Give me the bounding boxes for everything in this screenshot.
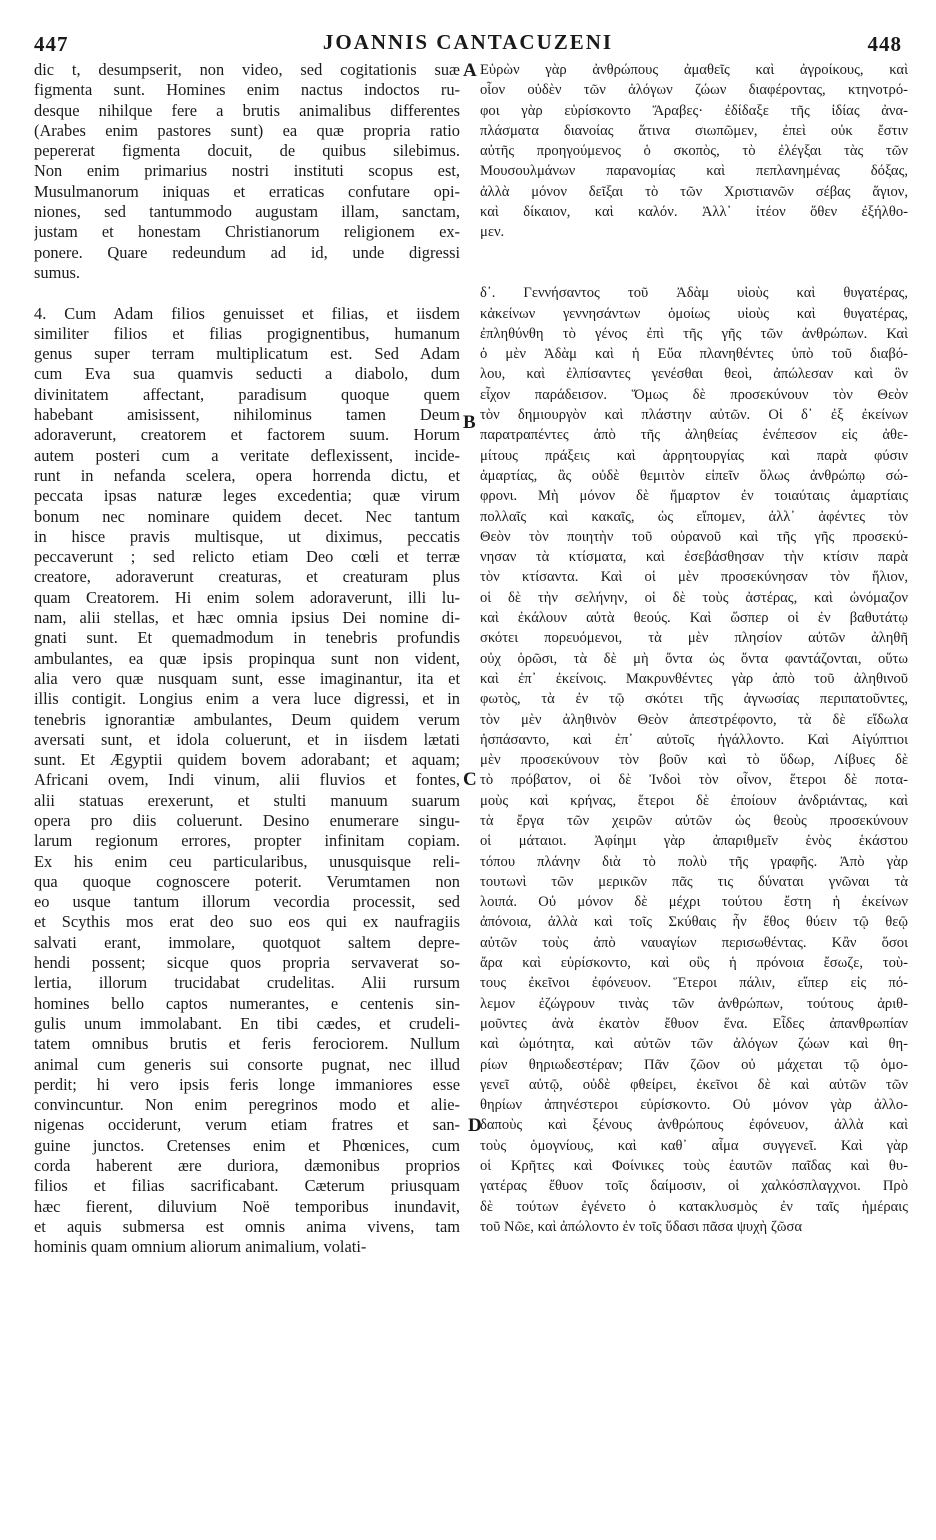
text-line: cum Eva sua quamvis seducti a diabolo, dum (34, 364, 460, 384)
text-line: filios et filias sacrificabant. Cæterum priusquam (34, 1176, 460, 1196)
greek-paragraph-2 (480, 283, 908, 1237)
text-line: autem posteri cum a veritate deflexissent, incide- (34, 445, 460, 465)
text-line: γατέρας ἔθυον τοῖς δαίμοσιν, οἱ χαλκόσπλαγχνοι. Πρὸ (480, 1178, 908, 1195)
text-line: λοιπά. Οὐ μόνον δὲ μέχρι τούτου ἔστη ἡ ἐκείνων (480, 894, 908, 911)
text-line: γενεῖ αὐτῷ, οὐδὲ φθείρει, ἐκεῖνοι δὲ καὶ αὐτῶν τῶν (480, 1076, 908, 1093)
greek-paragraph-1 (480, 60, 908, 243)
text-line: 4. Cum Adam filios genuisset et filias, et iisdem (34, 303, 460, 323)
text-line: nam, alii stellas, et hæc omnia ipsius Dei nomine di- (34, 608, 460, 628)
text-line: desque nihilque fere a brutis animalibus differentes (34, 100, 460, 120)
text-line: εἶχον παράδεισον. Ὅμως δὲ προσεκύνουν τὸν Θεὸν (480, 386, 908, 403)
text-line: tenebris ignorantiæ ambulantes, Deum quidem verum (34, 709, 460, 729)
text-line: φωτὸς, τὰ ἐν τῷ σκότει τῆς ἀγνωσίας περιπατοῦντες, (480, 691, 908, 708)
text-line: habebant amisissent, nihilominus tamen Deum (34, 405, 460, 425)
text-line: Musulmanorum iniquas et erraticas confutare opi- (34, 181, 460, 201)
text-line: μεν. (480, 224, 505, 241)
text-line: Non enim primarius nostri instituti scopus est, (34, 161, 460, 181)
latin-paragraph-1 (34, 60, 460, 283)
text-line: σκότει πορευόμενοι, τὰ μὲν πλησίον αὐτῶν ἀληθῆ (480, 630, 908, 647)
text-line: νησαν τὰ κτίσματα, καὶ ἐσεβάσθησαν τὴν κτίσιν παρὰ (480, 549, 908, 566)
text-line: δὲ τούτων ἐγένετο ὁ κατακλυσμὸς ἐν ταῖς ἡμέραις (480, 1198, 908, 1215)
text-line: lertia, illorum trucidabat crudelitas. Alii rursum (34, 973, 460, 993)
text-line: ponere. Quare redeundum ad id, unde digressi (34, 242, 460, 262)
text-line: ἀπόνοια, ἀλλὰ καὶ τοῖς Σκύθαις ἦν ἔθος θύειν τῷ θεῷ (480, 914, 908, 931)
text-line: ἄρα καὶ εὑρίσκοντο, καὶ οὓς ἡ πρόνοια ἔσωζε, τοὺ- (480, 955, 908, 972)
text-line: οἱ Κρῆτες καὶ Φοίνικες τοὺς ἑαυτῶν παῖδας καὶ θυ- (480, 1158, 908, 1175)
text-line: sunt. Et Ægyptii quidem bovem adorabant; et aquam; (34, 750, 460, 770)
text-line: Ex his enim ceu particularibus, unusquisque reli- (34, 851, 460, 871)
text-line: convincuntur. Non enim peregrinos modo et alie- (34, 1095, 460, 1115)
text-line: Africani ovem, Indi vinum, alii fluvios et fontes, (34, 770, 460, 790)
text-line: guine junctos. Cretenses enim et Phœnices, cum (34, 1135, 460, 1155)
text-line: niones, sed tantummodo augustam illam, sanctam, (34, 202, 460, 222)
text-line: runt in nefanda scelera, opera horrenda dictu, et (34, 465, 460, 485)
text-line: illis contigit. Longius enim a vera luce digressi, et in (34, 689, 460, 709)
text-line: qua quoque cognoscere poterit. Verumtamen non (34, 871, 460, 891)
text-line: μοῦντες ἀνὰ ἑκατὸν ἔθυον ἕνα. Εἶδες ἀπανθρωπίαν (480, 1015, 908, 1032)
text-line: καὶ δίκαιον, καὶ καλόν. Ἀλλ᾽ ἰτέον ὅθεν ἐξήλθο- (480, 204, 908, 221)
text-line: larum regionum errores, propter infinitam copiam. (34, 831, 460, 851)
latin-column (34, 60, 460, 1258)
text-line: δαποὺς καὶ ξένους ἀνθρώπους ἐφόνευον, ἀλλὰ καὶ (480, 1117, 908, 1134)
text-line: dic t, desumpserit, non video, sed cogitationis suæ (34, 60, 460, 79)
text-line: τὸν δημιουργὸν καὶ πλάστην αὐτῶν. Οἱ δ᾽ ἐξ ἐκείνων (480, 407, 908, 424)
text-line: μίτους πράξεις καὶ ἀρρητουργίας καὶ παρὰ φύσιν (480, 447, 908, 464)
text-line: φρονι. Μὴ μόνον δὲ ἥμαρτον ἐν τοιαύταις ἁμαρτίαις (480, 488, 908, 505)
text-line: τὸ πρόβατον, οἱ δὲ Ἰνδοὶ τὸν οἶνον, ἕτεροι δὲ ποτα- (480, 772, 908, 789)
text-line: λεμον ἐζώγρουν τινὰς τῶν ἀνθρώπων, τούτους ἀριθ- (480, 995, 908, 1012)
text-line: δ᾽. Γεννήσαντος τοῦ Ἀδὰμ υἱοὺς καὶ θυγατέρας, (480, 285, 908, 302)
text-line: ambulantes, ea quæ ipsis propinqua sunt non vident, (34, 648, 460, 668)
text-line: ρίων θηριωδεστέραν; Πᾶν ζῶον οὐ μάχεται τῷ ὁμο- (480, 1056, 908, 1073)
text-line: πλάσματα διανοίας ἅτινα σιωπῶμεν, ἐπεὶ οὐκ ἔστιν (480, 122, 908, 139)
text-line: salvati erant, immolare, quotquot saltem depre- (34, 932, 460, 952)
text-line: Εὑρὼν γὰρ ἀνθρώπους ἀμαθεῖς καὶ ἀγροίκους, καὶ (480, 62, 908, 78)
text-line: τοὺς ὁμογνίους, καὶ καθ᾽ αἷμα συγγενεῖ. Καὶ γὰρ (480, 1137, 908, 1154)
margin-letter-d: D (468, 1115, 482, 1136)
text-line: similiter filios et filias progignentibus, humanum (34, 323, 460, 343)
text-line: quam Creatorem. Hi enim solem adoraverunt, illi lu- (34, 587, 460, 607)
text-line: peccaverunt ; sed relicto etiam Deo cœli et terræ (34, 547, 460, 567)
text-line: Θεὸν τὸν ποιητὴν τοῦ οὐρανοῦ καὶ τῆς γῆς προσεκύ- (480, 528, 908, 545)
greek-column (480, 60, 908, 1237)
text-line: αὐτῶν τοὺς ἀπὸ ναυαγίων περισωθέντας. Κἂν ὅσοι (480, 934, 908, 951)
text-line: gulis unum immolabant. En tibi cædes, et crudeli- (34, 1013, 460, 1033)
text-line: (Arabes enim pastores sunt) ea quæ propria ratio (34, 120, 460, 140)
text-line: τους ἐκεῖνοι ἐφόνευον. Ἕτεροι πάλιν, εἴπερ εἰς πό- (480, 975, 908, 992)
text-line: ἁμαρτίας, ἃς οὐδὲ θεμιτὸν εἰπεῖν ὅλως ἀνθρώπῳ σώ- (480, 467, 908, 484)
text-line: Μουσουλμάνων παρανομίας καὶ πεπλανημένας δόξας, (480, 163, 908, 180)
text-line: nigenas occiderunt, verum etiam fratres et san- (34, 1115, 460, 1135)
text-line: μοὺς καὶ κρήνας, ἕτεροι δὲ ἐποίουν ἀνδριάντας, καὶ (480, 792, 908, 809)
text-line: πολλαῖς καὶ κακαῖς, ὡς εἴπομεν, ἀλλ᾽ ἀφέντες τὸν (480, 508, 908, 525)
text-line: hominis quam omnium aliorum animalium, volati- (34, 1237, 367, 1257)
text-line: παρατραπέντες ἀπὸ τῆς ἀληθείας ἐνέπεσον εἰς ἀθε- (480, 427, 908, 444)
margin-letter-b: B (463, 412, 476, 433)
text-line: τόπου πλάνην διὰ τὸ πολὺ τῆς γραφῆς. Ἀπὸ γὰρ (480, 853, 908, 870)
text-line: τοῦ Νῶε, καὶ ἀπώλοντο ἐν τοῖς ὕδασι πᾶσα ψυχὴ ζῶσα (480, 1218, 802, 1235)
running-title: JOANNIS CANTACUZENI (322, 30, 614, 54)
text-line: hendi possent; sicque quos propria servaverat so- (34, 953, 460, 973)
text-line: opera pro diis coluerunt. Desino enumerare singu- (34, 810, 460, 830)
text-line: tatem omnibus brutis et feris ferociorem. Nullum (34, 1034, 460, 1054)
text-line: animal cum generis sui consorte pugnat, nec illud (34, 1054, 460, 1074)
text-line: ἐπληθύνθη τὸ γένος ἐπὶ τῆς γῆς τῶν ἀνθρώπων. Καὶ (480, 325, 908, 342)
text-line: genus super terram multiplicatum est. Sed Adam (34, 344, 460, 364)
text-line: eo usque tantum illorum vecordia processit, sed (34, 892, 460, 912)
text-line: οἱ δὲ τὴν σελήνην, οἱ δὲ τοὺς ἀστέρας, καὶ ὠνόμαζον (480, 589, 908, 606)
text-line: τὸν μὲν ἀληθινὸν Θεὸν ἀπεστρέφοντο, τὰ δὲ εἴδωλα (480, 711, 908, 728)
text-line: ἠσπάσαντο, καὶ ἐπ᾽ αὐτοῖς ἠγάλλοντο. Καὶ Αἰγύπτιοι (480, 731, 908, 748)
text-line: αὐτῆς προηγούμενος ὁ σκοπὸς, τὸ ἐλέγξαι τὰς τῶν (480, 143, 908, 160)
page-number-left: 447 (34, 32, 69, 56)
text-line: οἷον οὐδὲν τῶν ἀλόγων ζώων διαφέροντας, κτηνοτρό- (480, 82, 908, 99)
text-line: figmenta sunt. Homines enim nactus indoctos ru- (34, 80, 460, 100)
text-line: bonum nec nominare quidem decet. Nec tantum (34, 506, 460, 526)
text-line: alia vero quæ nusquam sunt, esse imaginantur, ita et (34, 668, 460, 688)
page-number-right: 448 (867, 32, 902, 56)
text-line: λου, καὶ ἐλπίσαντες γενέσθαι θεοὶ, ἀπώλεσαν καὶ ὃν (480, 366, 908, 383)
text-line: divinitatem affectant, paradisum quoque quem (34, 384, 460, 404)
text-line: κἀκείνων γεννησάντων ὁμοίως υἱοὺς καὶ θυγατέρας, (480, 305, 908, 322)
text-line: μὲν προσεκύνουν τὸν βοῦν καὶ τὸ ὕδωρ, Λίβυες δὲ (480, 752, 908, 769)
text-line: justam et honestam Christianorum religionem ex- (34, 222, 460, 242)
text-line: ἀλλὰ μόνον δεῖξαι τὸ τῶν Χριστιανῶν σέβας ἅγιον, (480, 183, 908, 200)
text-line: θηρίων ἀπηνέστεροι εὑρίσκοντο. Οὐ μόνον γὰρ ἀλλο- (480, 1097, 908, 1114)
text-line: φοι γὰρ εὑρίσκοντο Ἄραβες· ἐδίδαξε τῆς ἰδίας ἀνα- (480, 102, 908, 119)
text-line: καὶ ἐπ᾽ ἐκείνοις. Μακρυνθέντες γὰρ ἀπὸ τοῦ ἀληθινοῦ (480, 670, 908, 687)
margin-letter-a: A (463, 60, 477, 81)
text-line: perdit; hi vero ipsis feris longe immaniores esse (34, 1074, 460, 1094)
text-line: ὁ μὲν Ἀδὰμ καὶ ἡ Εὔα πλανηθέντες ὑπὸ τοῦ διαβό- (480, 346, 908, 363)
text-line: alii statuas erexerunt, et stulti manuum suarum (34, 790, 460, 810)
text-line: corda haberent ære duriora, dæmonibus proprios (34, 1156, 460, 1176)
text-line: et Scythis mos erat deo suo eos qui ex naufragiis (34, 912, 460, 932)
text-line: adoraverunt, creatorem et factorem suum. Horum (34, 425, 460, 445)
text-line: et aquis submersa est omnis anima vivens, tam (34, 1216, 460, 1236)
text-line: τὸν κτίσαντα. Καὶ οἱ μὲν προσεκύνησαν τὸν ἥλιον, (480, 569, 908, 586)
text-line: οἱ μάταιοι. Ἀφίημι γὰρ ἀπαριθμεῖν ἑνὸς ἑκάστου (480, 833, 908, 850)
text-line: in hisce pravis multisque, ut diximus, peccatis (34, 526, 460, 546)
margin-letter-c: C (463, 769, 477, 790)
text-line: aversati sunt, et idola coluerunt, et in iisdem lætati (34, 729, 460, 749)
text-line: sumus. (34, 262, 80, 282)
text-line: peccata ipsas naturæ leges excedentia; quæ virum (34, 486, 460, 506)
latin-paragraph-2 (34, 304, 460, 1258)
text-line: τουτωνὶ τῶν μερικῶν πᾶς τις δύναται γνῶναι τὰ (480, 873, 908, 890)
text-line: τὰ ἔργα τῶν χειρῶν αὐτῶν ὡς θεοὺς προσεκύνουν (480, 812, 908, 829)
text-line: gnati sunt. Et quemadmodum in tenebris profundis (34, 628, 460, 648)
text-line: homines bello captos numerantes, e centenis sin- (34, 993, 460, 1013)
text-line: hæc fierent, diluvium Noë temporibus inundavit, (34, 1196, 460, 1216)
text-line: καὶ ὠμότητα, καὶ αὐτῶν τῶν ἀλόγων ζώων καὶ θη- (480, 1036, 908, 1053)
text-line: οὐχ ὁρῶσι, τὰ δὲ μὴ ὄντα ὡς ὄντα φαντάζονται, οὕτω (480, 650, 908, 667)
text-line: creatore, adoraverunt creaturas, et creaturam plus (34, 567, 460, 587)
text-line: καὶ ἐκάλουν αὐτὰ θεούς. Καὶ ὥσπερ οἱ ἐν βαθυτάτῳ (480, 610, 908, 627)
text-line: pepererat figmenta docuit, de quibus silebimus. (34, 141, 460, 161)
